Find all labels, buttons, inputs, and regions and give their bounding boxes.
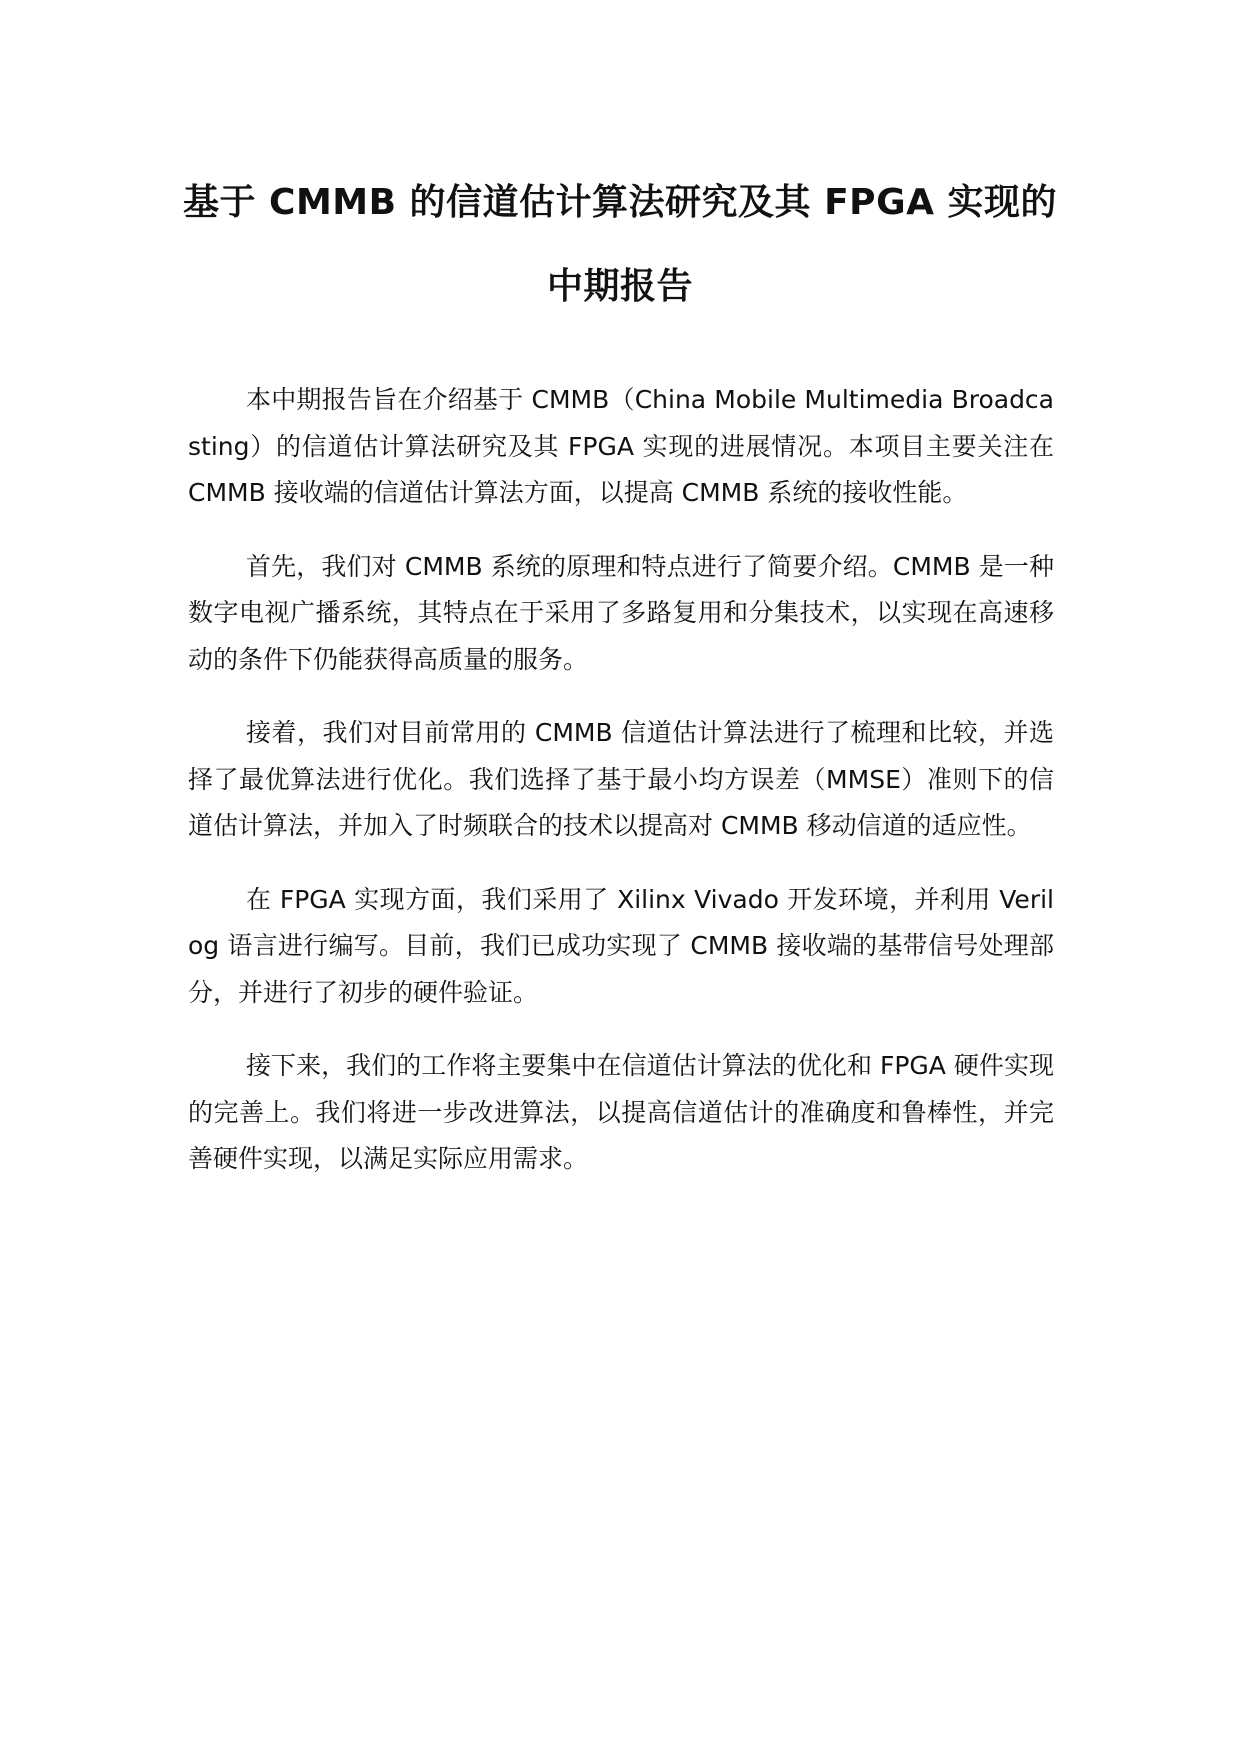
paragraph-next-steps: 接下来，我们的工作将主要集中在信道估计算法的优化和 FPGA 硬件实现的完善上。我们将进一步改进算法，以提高信道估计的准确度和鲁棒性，并完善硬件实现，以满足实际应用需求。 bbox=[188, 1051, 1054, 1173]
document-title-line-1: 基于 CMMB 的信道估计算法研究及其 FPGA 实现的 bbox=[182, 182, 1058, 223]
paragraph-intro: 本中期报告旨在介绍基于 CMMB（China Mobile Multimedia Broadcasting）的信道估计算法研究及其 FPGA 实现的进展情况。本项目主要关注在 CMMB 接收端的信道估计算法方面，以提高 CMMB 系统的接收性能。 bbox=[188, 385, 1054, 507]
paragraph-fpga: 在 FPGA 实现方面，我们采用了 Xilinx Vivado 开发环境，并利用 Verilog 语言进行编写。目前，我们已成功实现了 CMMB 接收端的基带信号处理部分，并进行了初步的硬件验证。 bbox=[188, 884, 1054, 1007]
paragraph-algorithm: 接着，我们对目前常用的 CMMB 信道估计算法进行了梳理和比较，并选择了最优算法进行优化。我们选择了基于最小均方误差（MMSE）准则下的信道估计算法，并加入了时频联合的技术以提高对 CMMB 移动信道的适应性。 bbox=[188, 718, 1054, 840]
document-body bbox=[188, 377, 1054, 1210]
document-title-line-2: 中期报告 bbox=[546, 266, 693, 307]
paragraph-cmmb-overview: 首先，我们对 CMMB 系统的原理和特点进行了简要介绍。CMMB 是一种数字电视广播系统，其特点在于采用了多路复用和分集技术，以实现在高速移动的条件下仍能获得高质量的服务。 bbox=[188, 551, 1054, 674]
